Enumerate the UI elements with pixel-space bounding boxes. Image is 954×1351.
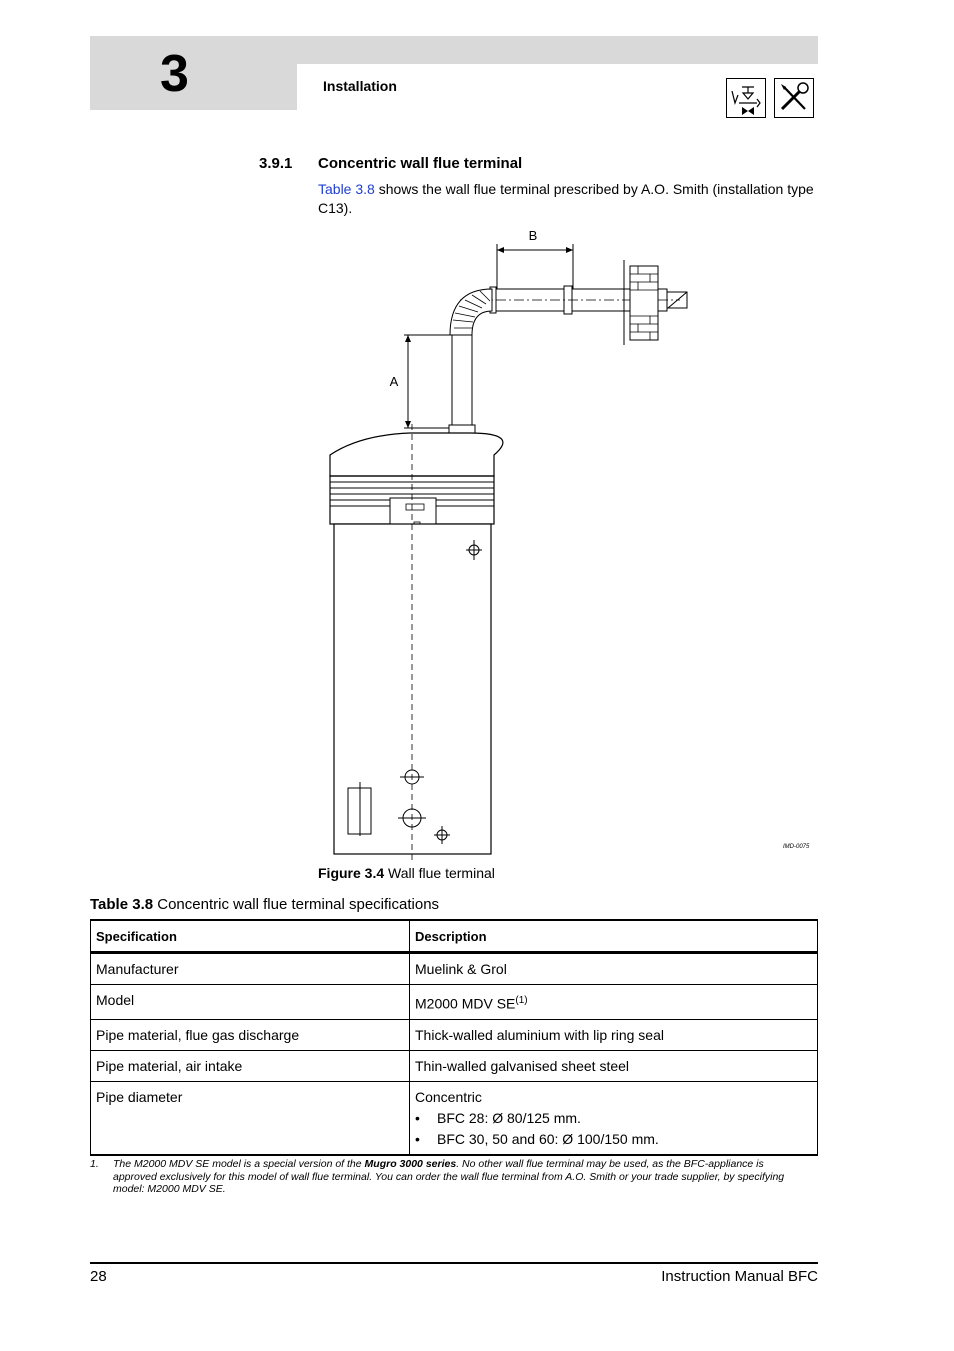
spec-cell: Pipe diameter bbox=[91, 1081, 410, 1155]
intro-text: shows the wall flue terminal prescribed by A.O. Smith (installation type C13). bbox=[318, 181, 814, 216]
installer-valve-icon bbox=[726, 78, 766, 118]
desc-cell bbox=[410, 1081, 818, 1155]
bullet-item: • BFC 28: Ø 80/125 mm. bbox=[415, 1110, 812, 1127]
table-row bbox=[91, 1050, 818, 1081]
section-title: Concentric wall flue terminal bbox=[318, 155, 523, 172]
figure-caption-label: Figure 3.4 bbox=[318, 865, 385, 881]
column-header-specification: Specification bbox=[91, 920, 410, 953]
specifications-table bbox=[90, 919, 818, 1156]
table-row bbox=[91, 953, 818, 985]
figure-caption bbox=[318, 865, 495, 881]
chapter-number: 3 bbox=[160, 45, 189, 103]
model-name: M2000 MDV SE bbox=[415, 995, 516, 1012]
table-row bbox=[91, 1081, 818, 1155]
bullet-item: • BFC 30, 50 and 60: Ø 100/150 mm. bbox=[415, 1131, 812, 1148]
footnote-marker[interactable]: (1) bbox=[515, 995, 528, 1006]
desc-cell: Thin-walled galvanised sheet steel bbox=[410, 1050, 818, 1081]
footer-rule bbox=[90, 1262, 818, 1264]
footnote-bold: Mugro 3000 series bbox=[364, 1158, 457, 1170]
footnote bbox=[90, 1158, 790, 1196]
section-number: 3.9.1 bbox=[259, 155, 293, 172]
table-caption bbox=[90, 896, 439, 913]
tools-icon bbox=[774, 78, 814, 118]
dimension-label-b: B bbox=[528, 228, 538, 243]
diameter-type: Concentric bbox=[415, 1088, 482, 1105]
manual-title: Instruction Manual BFC bbox=[661, 1268, 818, 1285]
table-caption-label: Table 3.8 bbox=[90, 896, 154, 913]
footnote-text-before: The M2000 MDV SE model is a special version of the bbox=[113, 1158, 365, 1170]
desc-cell: Thick-walled aluminium with lip ring seal bbox=[410, 1019, 818, 1050]
figure-caption-text: Wall flue terminal bbox=[384, 865, 495, 881]
table-caption-text: Concentric wall flue terminal specifications bbox=[153, 896, 440, 913]
intro-paragraph bbox=[318, 180, 818, 218]
table-reference-link[interactable]: Table 3.8 bbox=[318, 181, 375, 197]
chapter-box bbox=[90, 64, 297, 110]
footnote-text-after: . No other wall flue terminal may be used, as the BFC-appliance is approved exclusively for this model of wall flue terminal. You can order the wall flue terminal from A.O. Smith or your trade supplier, by specifying model: M2000 MDV SE. bbox=[113, 1158, 785, 1195]
table-row bbox=[91, 1019, 818, 1050]
dimension-label-a: A bbox=[389, 374, 399, 389]
spec-cell: Model bbox=[91, 985, 410, 1020]
drawing-code: IMD-0075 bbox=[783, 844, 810, 850]
table-header-row bbox=[91, 920, 818, 953]
table-row bbox=[91, 985, 818, 1020]
desc-cell bbox=[410, 985, 818, 1020]
section-name: Installation bbox=[323, 78, 397, 94]
desc-cell: Muelink & Grol bbox=[410, 953, 818, 985]
spec-cell: Pipe material, flue gas discharge bbox=[91, 1019, 410, 1050]
column-header-description: Description bbox=[410, 920, 818, 953]
spec-cell: Manufacturer bbox=[91, 953, 410, 985]
spec-cell: Pipe material, air intake bbox=[91, 1050, 410, 1081]
chapter-band bbox=[90, 36, 818, 64]
page-number: 28 bbox=[90, 1268, 107, 1285]
wall-flue-terminal-figure bbox=[320, 220, 820, 860]
footnote-number: 1. bbox=[90, 1158, 99, 1170]
